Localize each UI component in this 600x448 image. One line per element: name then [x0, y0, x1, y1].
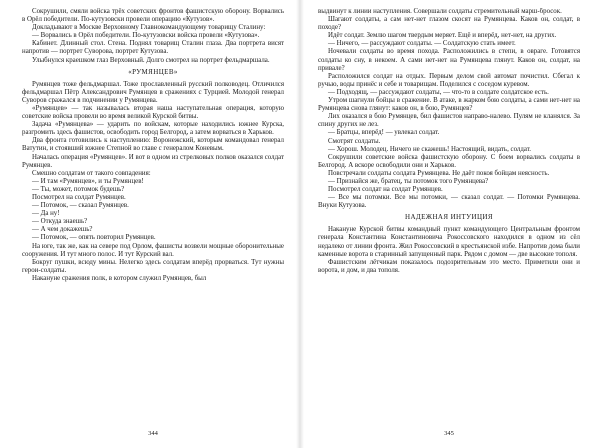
- paragraph: Смешно солдатам от такого совпадения:: [32, 169, 151, 177]
- paragraph: Шагают солдаты, а сам нет-нет глазом скосят на Румянцева. Каков он, солдат, в походе?: [318, 16, 580, 32]
- right-paragraphs-b: [318, 226, 580, 275]
- paragraph: — А чем докажешь?: [32, 226, 93, 234]
- page-number: 345: [444, 430, 454, 437]
- paragraph: — Хорош. Молодец. Ничего не скажешь! Настоящий, видать, солдат.: [328, 145, 531, 153]
- paragraph: «Румянцев» — так называлась вторая наша наступательная операция, которую советские войска провели во время великой Курской битвы.: [22, 104, 284, 121]
- paragraph: Повстречали солдаты солдата Румянцева. Не даёт покоя бойцам неясность.: [328, 169, 550, 177]
- paragraph: Улыбнулся краешком глаз Верховный. Долго смотрел на портрет фельдмаршала.: [32, 56, 270, 64]
- paragraph: Началась операция «Румянцев». И вот в одном из стрелковых полков оказался солдат Румянцев.: [22, 153, 284, 169]
- paragraph: Бокруг пушки, всюду мины. Нелегко здесь солдатам вперёд прорваться. Тут нужны герои-солдаты.: [22, 258, 284, 274]
- paragraph: Утром шагнули бойцы в сражение. В атаке, в жарком бою солдаты, а сами нет-нет на Румянцева снова глянут: каков он, в бою, Румянцев?: [318, 97, 580, 113]
- paragraph: Накануне Курской битвы командный пункт командующего Центральным фронтом генерала Константина Константиновича Рокоссовского находился в одном из сёл недалеко от линии фронта. Жил Рокоссовский в крестьянской избе. Напротив дома были каменные ворота в старинный запущенный парк. Рядом с домом — две высокие тополя.: [318, 226, 580, 258]
- right-paragraphs-a: [318, 8, 580, 210]
- paragraph: Лих оказался в бою Румянцев, бил фашистов направо-налево. Пулям не кланялся. За спину других не лез.: [318, 113, 580, 129]
- paragraph: — Подходящ, — рассуждают солдаты, — что-то в солдате солдатское есть.: [328, 88, 549, 96]
- left-paragraphs-b: [22, 81, 284, 283]
- paragraph: Расположился солдат на отдых. Первым делом свой автомат почистил. Сбегал к ручью, воды принёс и себе и товарищам. Поделился с соседом куревом.: [318, 72, 580, 88]
- paragraph: Два фронта готовились к наступлению: Воронежский, которым командовал генерал Ватутин, и стоявший южнее Степной во главе с генералом Коневым.: [22, 137, 284, 153]
- chapter-heading: «РУМЯНЦЕВ»: [128, 67, 178, 76]
- right-page: [318, 8, 580, 440]
- book-gutter: [296, 0, 304, 448]
- paragraph: — Потомок, — опять повторил Румянцев.: [32, 234, 156, 242]
- page-number: 344: [148, 430, 158, 437]
- paragraph: — Ты, может, потомок будешь?: [32, 185, 125, 193]
- left-page: [22, 8, 284, 440]
- paragraph: — Ворвались в Орёл победители. По-кутузовски войска провели «Кутузова».: [32, 32, 260, 40]
- paragraph: На юге, так же, как на севере под Орлом, фашисты возвели мощные оборонительные сооружения. И тут много полос. И тут Курский вал.: [22, 242, 284, 258]
- paragraph: Фашистским лётчикам показалось подозрительным это место. Приметили они и ворота, и дом, и два тополя.: [318, 258, 580, 274]
- paragraph: — Откуда знаешь?: [32, 218, 88, 226]
- chapter-heading: НАДЕЖНАЯ ИНТУИЦИЯ: [405, 213, 493, 222]
- paragraph: Докладывают в Москве Верховному Главнокомандующему товарищу Сталину:: [32, 24, 266, 32]
- paragraph: Смотрят солдаты.: [328, 137, 381, 145]
- paragraph: Кабинет. Длинный стол. Стена. Поднял товарищ Сталин глаза. Два портрета висят напротив — портрет Суворова, портрет Кутузова.: [22, 40, 284, 56]
- paragraph: — Признайся же, братец, ты потомок того Румянцева?: [328, 177, 489, 185]
- paragraph: Сокрушили, смяли войска трёх советских фронтов фашистскую оборону. Ворвались в Орёл победители. По-кутузовски провели операцию «Кутузов».: [22, 8, 284, 24]
- left-paragraphs-a: [22, 8, 284, 65]
- paragraph: Идёт солдат. Землю шагом твердым меряет. Ещё и вперёд, нет-нет, на других.: [328, 32, 557, 40]
- paragraph: Сокрушили советские войска фашистскую оборону. С боем ворвались солдаты в Белгород. А вскоре освободили они и Харьков.: [318, 153, 580, 169]
- paragraph: — Потомок, — сказал Румянцев.: [32, 202, 129, 210]
- paragraph: Посмотрел солдат на солдат Румянцев.: [328, 186, 443, 194]
- paragraph: выдвинут к линии наступления. Совершали солдаты стремительный марш-бросок.: [318, 8, 562, 15]
- paragraph: — И там «Румянцев», и ты Румянцев!: [32, 177, 144, 185]
- paragraph: Посмотрел на солдат Румянцев.: [32, 193, 126, 201]
- paragraph: — Ничего, — рассуждают солдаты. — Солдатскую стать имеет.: [328, 40, 516, 48]
- paragraph: — Братцы, вперёд! — увлекал солдат.: [328, 129, 440, 137]
- paragraph: Ночевали солдаты во время похода. Расположились в степи, в овраге. Готовятся солдаты ко сну, в некоем. А сами нет-нет на Румянцева глянут. Каков он, солдат, на привале?: [318, 48, 580, 72]
- paragraph: — Да ну!: [32, 210, 60, 218]
- paragraph: Задача «Румянцева» — ударить по войскам, которые находились южнее Курска, разгромить здесь фашистов, освободить город Белгород, а затем ворваться в Харьков.: [22, 121, 284, 137]
- paragraph: — Все мы потомки. Все мы потомки, — сказал солдат. — Потомки Румянцева. Внуки Кутузова.: [318, 194, 580, 210]
- paragraph: Накануне сражения полк, в котором служил Румянцев, был: [32, 274, 207, 282]
- paragraph: Румянцев тоже фельдмаршал. Тоже прославленный русский полководец. Отличился фельдмаршал Пётр Александрович Румянцев в сражениях с Турцией. Молодой генерал Суворов сражался в подчинении у Румянцева.: [22, 80, 284, 104]
